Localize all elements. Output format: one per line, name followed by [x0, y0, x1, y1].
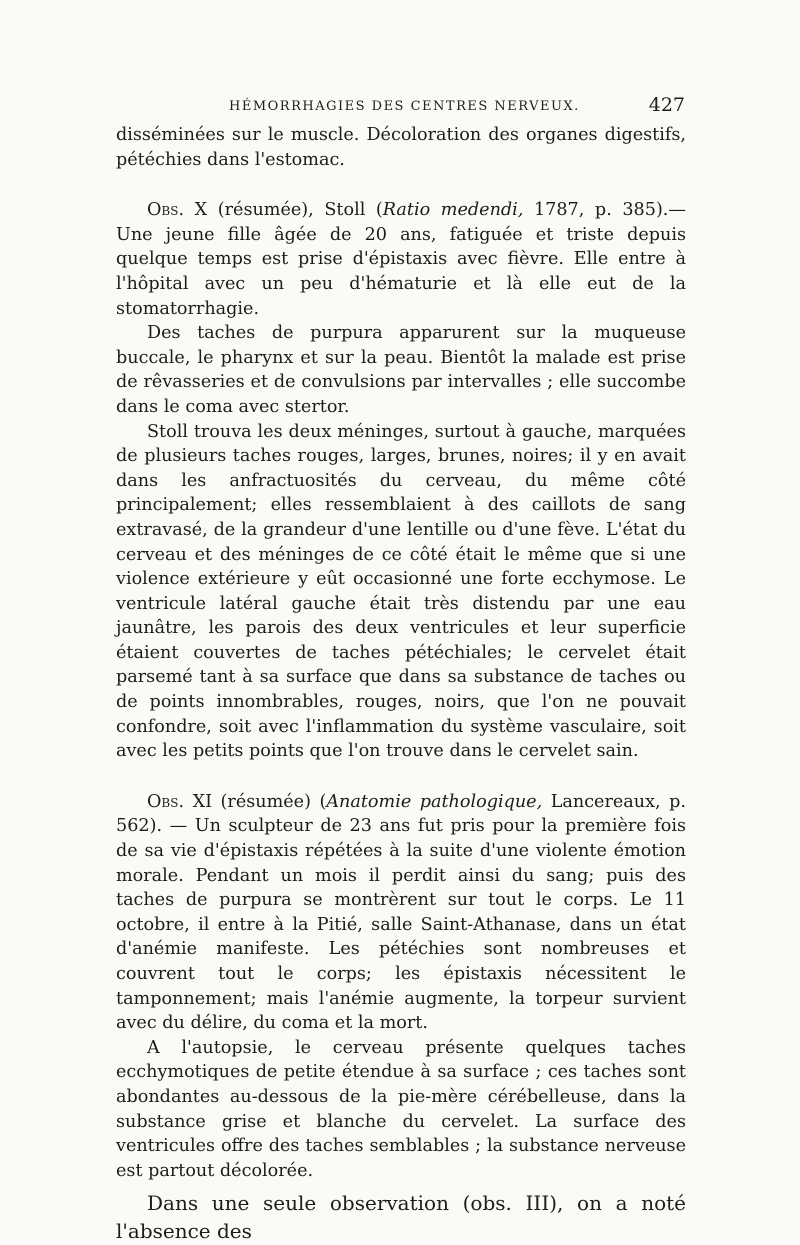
paragraph-final: Dans une seule observation (obs. III), on a noté l'absence des	[116, 1191, 686, 1244]
obs-source: Ratio medendi,	[382, 200, 524, 221]
obs-intro: XI (résumée) (	[184, 791, 327, 812]
obs-text: 1787, p. 385).— Une jeune fille âgée de 20 ans, fatiguée et triste depuis quelque temps est prise d'épistaxis avec fièvre. Elle entre à l'hôpital avec un peu d'hématurie et là elle eut de la stomatorrhagie.	[116, 200, 686, 319]
obs-label: Obs.	[147, 791, 185, 812]
obs-text: Lancereaux, p. 562). — Un sculpteur de 23 ans fut pris pour la première fois de sa vie d'épistaxis répétées à la suite d'une violente émotion morale. Pendant un mois il perdit ainsi du sang; puis des taches de purpura se montrèrent sur tout le corps. Le 11 octobre, il entre à la Pitié, salle Saint-Athanase, dans un état d'anémie manifeste. Les pétéchies sont nombreuses et couvrent tout le corps; les épistaxis nécessitent le tamponnement; mais l'anémie augmente, la torpeur survient avec du délire, du coma et la mort.	[116, 791, 686, 1034]
obs-intro: X (résumée), Stoll (	[184, 200, 383, 221]
paragraph-continuation: disséminées sur le muscle. Décoloration des organes digestifs, pétéchies dans l'estomac.	[116, 125, 686, 170]
observation-11	[116, 790, 686, 1036]
obs-source: Anatomie pathologique,	[326, 791, 543, 812]
observation-10	[116, 198, 686, 321]
obs-label: Obs.	[147, 200, 185, 221]
running-header	[117, 94, 685, 120]
page-number: 427	[648, 94, 685, 116]
paragraph: Des taches de purpura apparurent sur la muqueuse buccale, le pharynx et sur la peau. Bientôt la malade est prise de rêvasseries et de convulsions par intervalles ; elle succombe dans le coma avec stertor.	[116, 323, 686, 417]
paragraph: A l'autopsie, le cerveau présente quelques taches ecchymotiques de petite étendue à sa surface ; ces taches sont abondantes au-dessous de la pie-mère cérébelleuse, dans la substance grise et blanche du cervelet. La surface des ventricules offre des taches semblables ; la substance nerveuse est partout décolorée.	[116, 1037, 686, 1181]
paragraph: Stoll trouva les deux méninges, surtout à gauche, marquées de plusieurs taches rouges, larges, brunes, noires; il y en avait dans les anfractuosités du cerveau, du même côté principalement; elles ressemblaient à des caillots de sang extravasé, de la grandeur d'une lentille ou d'une fève. L'état du cerveau et des méninges de ce côté était le même que si une violence extérieure y eût occasionné une forte ecchymose. Le ventricule latéral gauche était très distendu par une eau jaunâtre, les parois des deux ventricules et leur superficie étaient couvertes de taches pétéchiales; le cervelet était parsemé tant à sa surface que dans sa substance de taches ou de points innombrables, rouges, noirs, que l'on ne pouvait confondre, soit avec l'inflammation du système vasculaire, soit avec les petits points que l'on trouve dans le cervelet sain.	[116, 421, 686, 762]
body-text	[116, 123, 686, 1245]
running-title: HÉMORRHAGIES DES CENTRES NERVEUX.	[229, 99, 580, 114]
